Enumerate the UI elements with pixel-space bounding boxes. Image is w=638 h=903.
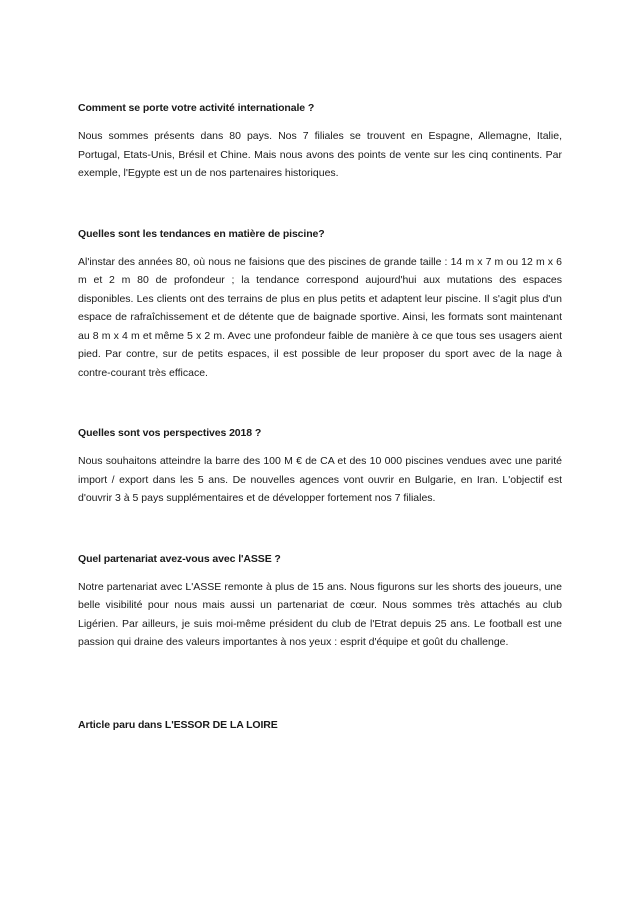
answer-paragraph: Nous souhaitons atteindre la barre des 100 M € de CA et des 10 000 piscines vendues avec une parité import / export dans les 5 ans. De nouvelles agences vont ouvrir en Bulgarie, en Iran. L'objectif est d'ouvrir 3 à 5 pays supplémentaires et de développer fortement nos 7 filiales.	[78, 455, 562, 504]
question-heading: Quel partenariat avez-vous avec l'ASSE ?	[78, 552, 281, 565]
interview-section	[78, 552, 562, 652]
interview-section	[78, 426, 562, 508]
question-heading: Quelles sont vos perspectives 2018 ?	[78, 427, 262, 439]
article-source: Article paru dans L'ESSOR DE LA LOIRE	[78, 718, 278, 731]
answer-paragraph: Al'instar des années 80, où nous ne faisions que des piscines de grande taille : 14 m x 7 m ou 12 m x 6 m et 2 m 80 de profondeur ; la tendance correspond aujourd'hui aux mutations des espaces disponibles. Les clients ont des terrains de plus en plus petits et adaptent leur piscine. Il s'agit plus d'un espace de rafraîchissement et de détente que de baignade sportive. Ainsi, les formats sont maintenant au 8 m x 4 m et même 5 x 2 m. Avec une profondeur faible de manière à ce que tous ses usagers aient pied. Par contre, sur de petits espaces, il est possible de leur proposer du sport avec de la nage à contre-courant très efficace.	[78, 255, 562, 379]
answer-paragraph: Notre partenariat avec L'ASSE remonte à plus de 15 ans. Nous figurons sur les shorts des joueurs, une belle visibilité pour nous mais aussi un partenariat de cœur. Nous sommes très attachés au club Ligérien. Par ailleurs, je suis moi-même président du club de l'Etrat depuis 25 ans. Le football est une passion qui draine des valeurs importantes à nos yeux : esprit d'équipe et goût du challenge.	[78, 580, 562, 648]
question-heading: Comment se porte votre activité internationale ?	[78, 102, 315, 114]
answer-paragraph: Nous sommes présents dans 80 pays. Nos 7 filiales se trouvent en Espagne, Allemagne, Italie, Portugal, Etats-Unis, Brésil et Chine. Mais nous avons des points de vente sur les cinq continents. Par exemple, l'Egypte est un de nos partenaires historiques.	[78, 130, 562, 179]
article-body	[78, 101, 562, 732]
interview-section	[78, 227, 562, 383]
question-heading: Quelles sont les tendances en matière de piscine?	[78, 227, 325, 240]
interview-section	[78, 101, 562, 183]
